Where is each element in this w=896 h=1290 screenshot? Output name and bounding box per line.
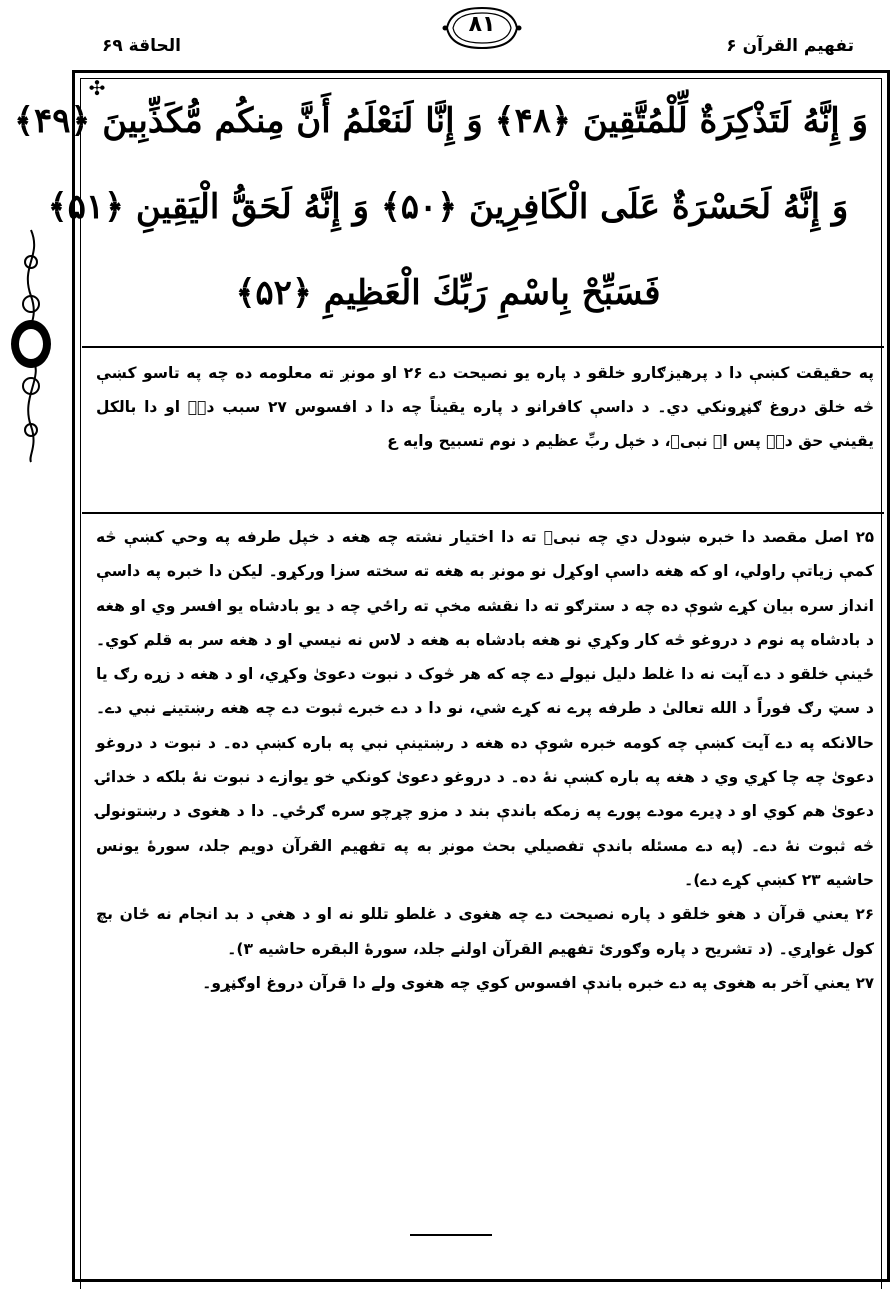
footnote (96, 520, 874, 897)
footnote-text: یعني قرآن د هغو خلقو د پاره نصیحت دے چه هغوی د غلطو تللو نه او د هغې د بد انجام نه ځان بچ کول غواړي۔ (د تشریح د پاره وګورئ تفهیم القرآن اولنے جلد، سورهٔ البقره حاشیه ۳)۔ (96, 905, 874, 958)
footnote-marker: ۲۶ (855, 905, 874, 924)
book-title: تفهیم القرآن ۶ (726, 36, 854, 56)
footnote-marker: ۲۷ (855, 973, 874, 992)
divider-rule-double (82, 512, 884, 514)
verse-line-3: فَسَبِّحْ بِاسْمِ رَبِّكَ الْعَظِيمِ ﴿۵۲﴾ (235, 273, 661, 313)
translation-paragraph: په حقیقت کښې دا د پرهیزګارو خلقو د پاره یو نصیحت دے ۲۶ او مونږ ته معلومه ده چه په تاسو کښې څه خلق دروغ ګڼړونکي دي۔ د داسې کافرانو د پاره یقیناً چه دا د افسوس ۲۷ سبب دے۔ او دا بالکل یقیني حق دے۔ پس اے نبیؐ، د خپل ربِّ عظیم د نوم تسبیح وایه ع (96, 364, 874, 450)
verse-line-1: وَ إِنَّهُ لَتَذْكِرَةٌ لِّلْمُتَّقِينَ ﴿۴۸﴾ وَ إِنَّا لَنَعْلَمُ أَنَّ مِنكُم مُّكَذِّبِينَ ﴿۴۹﴾ (14, 101, 868, 141)
surah-name: الحاقة ۶۹ (102, 36, 181, 56)
footnote-marker: ۲۵ (855, 528, 874, 546)
footnote-text: یعني آخر به هغوی په دے خبره باندې افسوس کوي چه هغوی ولے دا قرآن دروغ اوګڼړو۔ (202, 973, 851, 992)
verse-line-2: وَ إِنَّهُ لَحَسْرَةٌ عَلَى الْكَافِرِينَ ﴿۵۰﴾ وَ إِنَّهُ لَحَقُّ الْيَقِينِ ﴿۵۱﴾ (47, 187, 849, 227)
footnote-text: اصل مقصد دا خبره ښودل دي چه نبیؐ ته دا اختیار نشته چه هغه د خپل طرفه په وحي کښې څه کمې زیاتې راولي، او که هغه داسې اوکړل نو مونږ به هغه ته سخته سزا ورکړو۔ لیکن دا خبره په داسې انداز سره بیان کړے شوې ده چه د سترګو ته دا نقشه مخې ته راځي چه د یو بادشاه یو افسر وي او هغه د بادشاه په نوم د دروغو څه کار وکړي نو هغه بادشاه به هغه د لاس نه نیسي او د هغه سر به قلم کوي۔ ځینې خلقو د دے آیت نه دا غلط دلیل نیولے دے چه که هر څوک د نبوت دعویٰ وکړي، او د هغه د زړه رګ یا د سټ رګ فوراً د الله تعالیٰ د طرفه پرے نه کړے شي، نو دا د دے خبرے ثبوت دے چه هغه رښتینے نبي دے۔ حالانکه په دے آیت کښې چه کومه خبره شوې ده هغه د رښتینې نبي په باره کښې ده۔ د نبوت د دروغو دعویٰ چه چا کړي وي د هغه په باره کښې نۀ ده۔ د دروغو دعویٰ کونکي خو یوازے د نبوت نۀ بلکه د خدائۍ دعویٰ هم کوي او د ډیرے مودے پورے په زمکه باندې بند د مزو چړچو سره ګرځي۔ دا د هغوی د رښتونولۍ څه ثبوت نۀ دے۔ (په دے مسئله باندې تفصیلي بحث مونږ به په تفهیم القرآن دویم جلد، سورهٔ یونس حاشیه ۲۳ کښې کړے دے)۔ (96, 528, 874, 889)
closing-rule (410, 1234, 492, 1236)
divider-rule (82, 346, 884, 348)
footnotes (96, 520, 874, 1000)
corner-ornament-icon: ✣ (88, 76, 106, 100)
page-number: ۸۱ (468, 12, 496, 37)
footnote (96, 966, 874, 1000)
footnote (96, 897, 874, 966)
margin-ornament-icon (8, 226, 54, 466)
